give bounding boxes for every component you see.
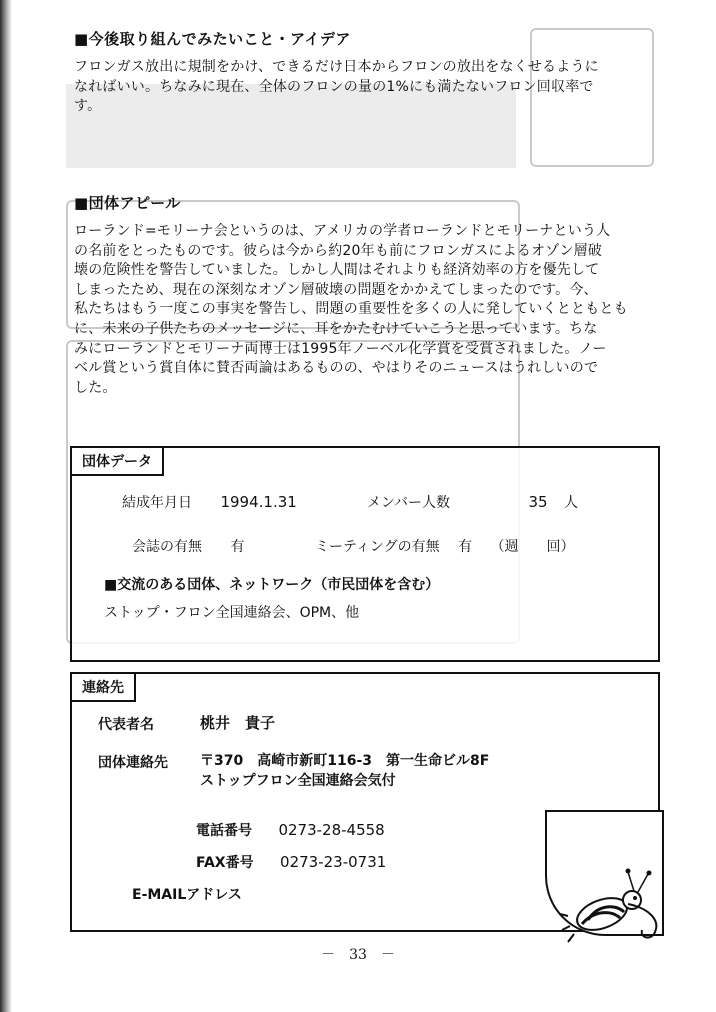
bulletin-label: 会誌の有無 (132, 539, 202, 555)
meeting-field (315, 536, 575, 556)
fax-label: FAX番号 (196, 855, 254, 871)
fax-field (196, 852, 386, 872)
appeal-line: ベル賞という賞自体に賛否両論はあるものの、やはりそのニュースはうれしいので (74, 360, 599, 377)
founded-label: 結成年月日 (122, 495, 192, 511)
phone-value: 0273-28-4558 (278, 821, 385, 839)
bulletin-field (132, 536, 244, 556)
group-data-tab: 団体データ (72, 448, 164, 476)
meeting-label: ミーティングの有無 (315, 539, 440, 555)
members-field (367, 492, 578, 512)
members-unit: 人 (564, 495, 579, 511)
bulletin-value: 有 (230, 539, 245, 555)
appeal-line: しまったため、現在の深刻なオゾン層破壊の問題をかかえてしまったのです。今、 (74, 281, 598, 298)
phone-label: 電話番号 (196, 823, 252, 839)
meeting-value: 有 (458, 539, 473, 555)
members-value: 35 (528, 493, 548, 511)
representative-value: 桃井 貴子 (200, 714, 276, 732)
appeal-line: 壊の危険性を警告していました。しかし人間はそれよりも経済効率の方を優先して (74, 262, 600, 279)
appeal-line: に、未来の子供たちのメッセージに、耳をかたむけていこうと思っています。ちな (74, 320, 598, 337)
appeal-line: の名前をとったものです。彼らは今から約20年も前にフロンガスによるオゾン層破 (74, 242, 603, 259)
appeal-line: ローランド=モリーナ会というのは、アメリカの学者ローランドとモリーナという人 (74, 223, 611, 239)
phone-field (196, 820, 385, 840)
address-line-1: 〒370 高崎市新町116-3 第一生命ビル8F (200, 753, 490, 769)
meeting-frequency: （週 回） (490, 539, 575, 555)
appeal-paragraph (74, 222, 664, 398)
ideas-line: す。 (74, 98, 102, 115)
page-number: － 33 － (321, 947, 395, 963)
address-line-2: ストップフロン全国連絡会気付 (200, 773, 396, 789)
address-label: 団体連絡先 (98, 755, 168, 771)
ideas-line: フロンガス放出に規制をかけ、できるだけ日本からフロンの放出をなくせるように (74, 59, 599, 75)
contact-tab: 連絡先 (72, 674, 136, 702)
ideas-heading: ■今後取り組んでみたいこと・アイデア (74, 30, 351, 48)
appeal-heading: ■団体アピール (74, 194, 181, 212)
fax-value: 0273-23-0731 (280, 853, 387, 871)
scan-page-edge (0, 0, 12, 1012)
email-label: E-MAILアドレス (132, 887, 242, 903)
network-value: ストップ・フロン全国連絡会、OPM、他 (104, 605, 360, 621)
appeal-line: みにローランドとモリーナ両博士は1995年ノーベル化学賞を受賞されました。ノー (74, 340, 607, 357)
ideas-paragraph (74, 58, 664, 117)
ideas-line: なればいい。ちなみに現在、全体のフロンの量の1%にも満たないフロン回収率で (74, 78, 594, 95)
representative-label: 代表者名 (98, 717, 154, 733)
network-heading: ■交流のある団体、ネットワーク（市民団体を含む） (104, 577, 440, 593)
bug-mascot-illustration (558, 864, 678, 948)
members-label: メンバー人数 (367, 495, 451, 511)
group-data-box (70, 446, 660, 662)
appeal-line: 私たちはもう一度この事実を警告し、問題の重要性を多くの人に発していくとともとも (74, 301, 628, 318)
founded-value: 1994.1.31 (220, 493, 297, 511)
appeal-line: した。 (74, 379, 117, 396)
founded-field (122, 492, 297, 512)
